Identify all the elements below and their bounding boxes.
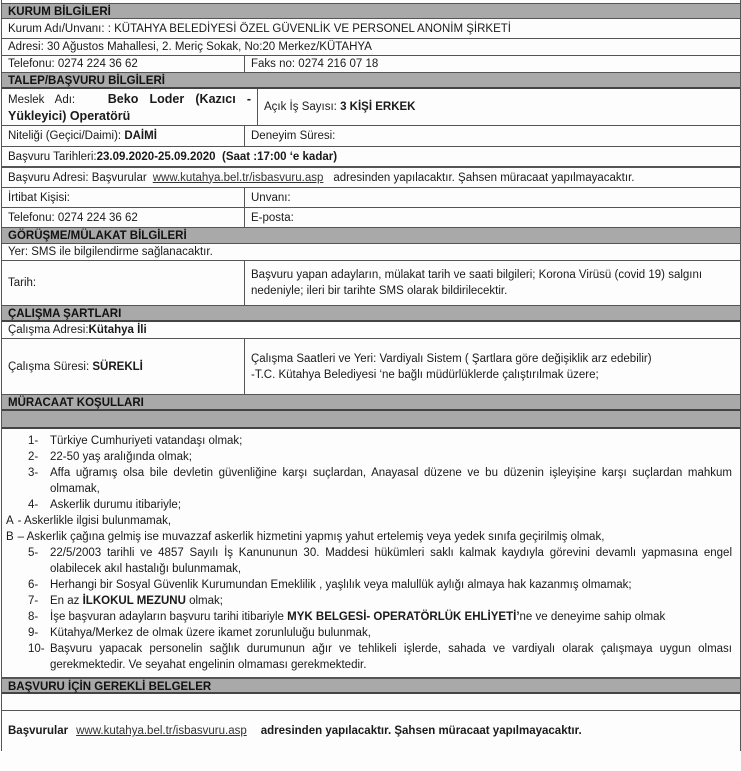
list-item: 10- Başvuru yapacak personelin sağlık durumunun ağır ve tehlikeli işlerde, sahada ve vardiyalı olarak çalışmaya uygun olması gerekmektedir. Ve seyahat engelinin olmaması gerekmektedir. xyxy=(28,643,732,671)
list-item: 9- Kütahya/Merkez de olmak üzere ikamet zorunluluğu bulunmak, xyxy=(28,627,371,639)
kurum-fax: Faks no: 0274 216 07 18 xyxy=(251,58,379,70)
calisma-saatler-line1: Çalışma Saatleri ve Yeri: Vardiyalı Sistem ( Şartlara göre değişiklik arz edebilir) xyxy=(251,352,652,365)
irtibat-contact-row xyxy=(2,208,740,228)
kurum-name-label: Kurum Adı/Unvanı: : xyxy=(8,22,111,35)
niteligi-label: Niteliği (Geçici/Daimi): xyxy=(8,130,122,142)
basvuru-link[interactable]: www.kutahya.bel.tr/isbasvuru.asp xyxy=(152,171,324,184)
calisma-sure-label: Çalışma Süresi: xyxy=(8,360,90,373)
list-item: 4- Askerlik durumu itibariyle; xyxy=(28,499,182,511)
basvuru-tarih-label: Başvuru Tarihleri: xyxy=(8,150,97,163)
irtibat-label: İrtibat Kişisi: xyxy=(2,188,245,207)
calisma-adres-value: Kütahya İli xyxy=(88,324,147,336)
kurum-address: Adresi: 30 Ağustos Mahallesi, 2. Meriç Sokak, No:20 Merkez/KÜTAHYA xyxy=(8,41,372,53)
kurum-name-row xyxy=(2,19,740,39)
list-item: 6- Herhangi bir Sosyal Güvenlik Kurumundan Emeklilik , yaşlılık veya malullük aylığı almaya hak kazanmış olmamak; xyxy=(28,579,632,591)
kurum-address-row xyxy=(2,39,740,56)
belgeler-link[interactable]: www.kutahya.bel.tr/isbasvuru.asp xyxy=(76,725,247,737)
kurum-contact-row xyxy=(2,56,740,73)
deneyim-label: Deneyim Süresi: xyxy=(251,130,336,142)
meslek-value: Beko Loder (Kazıcı - Yükleyici) Operatörü xyxy=(8,92,251,123)
list-item: 5- 22/5/2003 tarihli ve 4857 Sayılı İş Kanununun 30. Maddesi hükümleri saklı kalmak kaydıyla görevini devamlı yapmasına engel olabilecek akıl hastalığı bulunmamak, xyxy=(28,547,732,575)
basvuru-adres-suffix: adresinden yapılacaktır. Şahsen müracaat yapılmayacaktır. xyxy=(333,171,635,184)
belgeler-prefix: Başvurular xyxy=(8,725,69,737)
list-subitem: B – Askerlik çağına gelmiş ise muvazzaf askerlik hizmetini yapmış yahut ertelemiş veya yedek sınıfa geçirilmiş olmak, xyxy=(6,531,605,543)
kurum-phone: Telefonu: 0274 224 36 62 xyxy=(2,56,245,72)
acik-is-value: 3 KİŞİ ERKEK xyxy=(340,101,416,113)
muracaat-list xyxy=(2,429,740,678)
basvuru-tarih-value: 23.09.2020-25.09.2020 xyxy=(96,150,216,163)
gorusme-yer: Yer: SMS ile bilgilendirme sağlanacaktır. xyxy=(8,246,213,258)
gorusme-tarih-label: Tarih: xyxy=(2,261,245,305)
job-posting-document xyxy=(1,0,741,751)
unvani-label: Unvanı: xyxy=(251,191,291,204)
niteligi-value: DAİMİ xyxy=(124,130,157,142)
meslek-row xyxy=(2,89,740,126)
basvuru-adres-row xyxy=(2,167,740,188)
muracaat-spacer-bar xyxy=(2,411,740,429)
calisma-sure-row xyxy=(2,339,740,395)
section-header-muracaat: MÜRACAAT KOŞULLARI xyxy=(2,395,740,411)
gorusme-yer-row xyxy=(2,244,740,261)
meslek-cell xyxy=(2,89,258,125)
eposta-label: E-posta: xyxy=(251,211,294,224)
calisma-adres-label: Çalışma Adresi: xyxy=(8,324,89,336)
section-header-calisma: ÇALIŞMA ŞARTLARI xyxy=(2,306,740,322)
basvuru-saat-value: (Saat :17:00 ‘e kadar) xyxy=(221,150,338,163)
list-item: 1- Türkiye Cumhuriyeti vatandaşı olmak; xyxy=(28,435,243,447)
irtibat-phone: Telefonu: 0274 224 36 62 xyxy=(2,208,245,227)
calisma-saatler-line2: -T.C. Kütahya Belediyesi ‘ne bağlı müdürlüklerde çalıştırılmak üzere; xyxy=(251,368,599,381)
list-subitem: A - Askerlikle ilgisi bulunmamak, xyxy=(6,515,172,527)
list-item: 3- Affa uğramış olsa bile devletin güvenliğine karşı suçlardan, Anayasal düzene ve bu düzenin işleyişine karşı suçlardan mahkum olmamak, xyxy=(28,467,732,495)
belgeler-suffix: adresinden yapılacaktır. Şahsen müracaat yapılmayacaktır. xyxy=(260,725,582,737)
list-item: 8- İşe başvuran adayların başvuru tarihi itibariyle MYK BELGESİ- OPERATÖRLÜK EHLİYETİ’ne ve deneyime sahip olmak xyxy=(28,611,666,623)
list-item: 2- 22-50 yaş aralığında olmak; xyxy=(28,451,192,463)
calisma-adres-row xyxy=(2,322,740,339)
basvuru-adres-label: Başvuru Adresi: Başvurular xyxy=(8,171,147,184)
section-header-talep: TALEP/BAŞVURU BİLGİLERİ xyxy=(2,73,740,89)
kurum-name-value: KÜTAHYA BELEDİYESİ ÖZEL GÜVENLİK VE PERSONEL ANONİM ŞİRKETİ xyxy=(114,22,511,35)
niteligi-row xyxy=(2,126,740,147)
basvuru-tarih-row xyxy=(2,147,740,167)
acik-is-label: Açık İş Sayısı: xyxy=(264,101,337,113)
calisma-sure-value: SÜREKLİ xyxy=(92,360,143,373)
belgeler-blank-row xyxy=(2,694,740,711)
belgeler-footer xyxy=(2,711,740,751)
section-header-kurum: KURUM BİLGİLERİ xyxy=(2,3,740,19)
section-header-gorusme: GÖRÜŞME/MÜLAKAT BİLGİLERİ xyxy=(2,228,740,244)
list-item: 7- En az İLKOKUL MEZUNU olmak; xyxy=(28,595,223,607)
meslek-label: Meslek Adı: xyxy=(8,94,76,106)
irtibat-row xyxy=(2,188,740,208)
section-header-belgeler: BAŞVURU İÇİN GEREKLİ BELGELER xyxy=(2,678,740,694)
gorusme-tarih-row xyxy=(2,261,740,306)
gorusme-tarih-value: Başvuru yapan adayların, mülakat tarih ve saati bilgileri; Korona Virüsü (covid 19) salgını nedeniyle; ileri bir tarihte SMS olarak bildirilecektir. xyxy=(251,269,703,297)
